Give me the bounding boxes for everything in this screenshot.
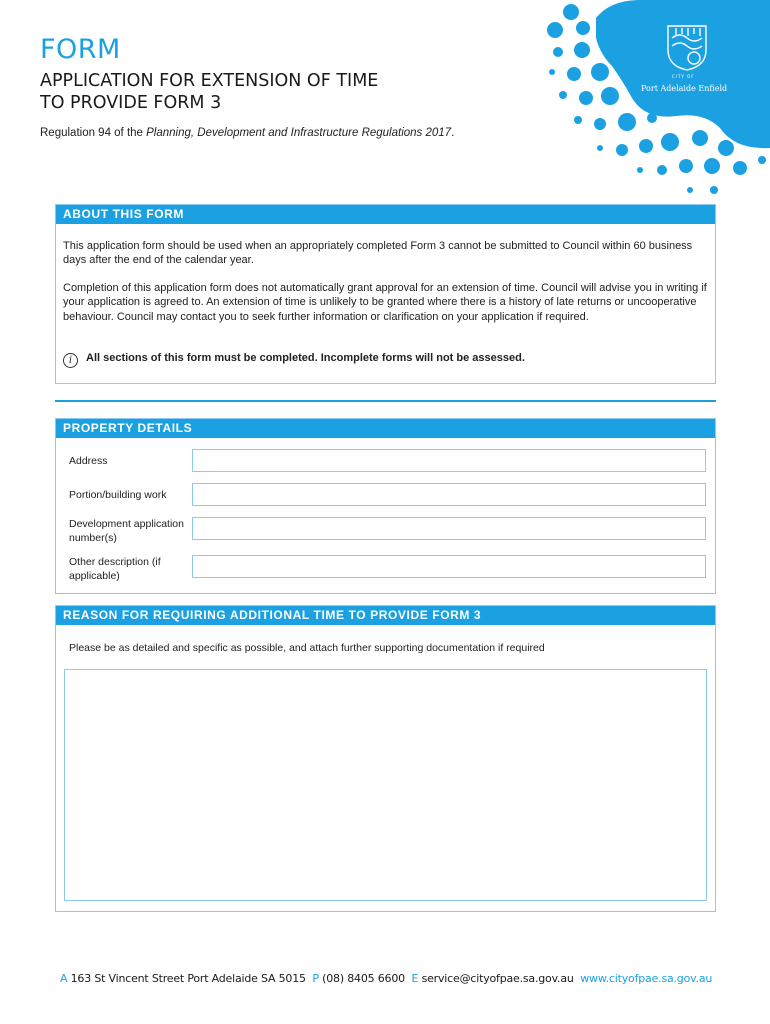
reason-instruction: Please be as detailed and specific as possible, and attach further supporting documentation if required: [69, 642, 545, 654]
title-line-2: TO PROVIDE FORM 3: [40, 93, 222, 113]
page-title: [40, 70, 520, 114]
portion-building-work-input[interactable]: [192, 483, 706, 506]
property-heading: PROPERTY DETAILS: [56, 419, 715, 438]
email-key: E: [411, 972, 419, 985]
reason-heading: REASON FOR REQUIRING ADDITIONAL TIME TO PROVIDE FORM 3: [56, 606, 715, 625]
other-description-label: Other description (if applicable): [69, 556, 161, 582]
reason-textarea[interactable]: [64, 669, 707, 901]
address-label: Address: [69, 455, 108, 467]
development-application-label: Development application number(s): [69, 518, 184, 544]
property-details-section: [55, 418, 716, 594]
about-section: [55, 204, 716, 384]
section-divider: [55, 400, 716, 402]
regulation-reference: [40, 126, 460, 141]
footer-phone: (08) 8405 6600: [322, 972, 405, 985]
footer-contact: [60, 972, 712, 985]
about-paragraph-1: This application form should be used when an appropriately completed Form 3 cannot be submitted to Council within 60 business days after the end of the calendar year.: [63, 240, 693, 267]
form-label: FORM: [40, 34, 121, 65]
regulation-prefix: Regulation 94 of the: [40, 127, 147, 139]
footer-address: 163 St Vincent Street Port Adelaide SA 5015: [70, 972, 306, 985]
footer-website[interactable]: www.cityofpae.sa.gov.au: [580, 972, 713, 985]
completion-note-text: All sections of this form must be completed. Incomplete forms will not be assessed.: [86, 352, 525, 364]
reason-section: [55, 605, 716, 912]
portion-building-work-label: Portion/building work: [69, 489, 167, 501]
footer-email[interactable]: service@cityofpae.sa.gov.au: [421, 972, 574, 985]
logo-small-text: CITY OF: [672, 74, 695, 79]
about-paragraph-2: Completion of this application form does not automatically grant approval for an extension of time. Council will advise you in writing if your application is agreed to. An extension of time is unlikely to be granted where there is a history of late returns or uncooperative behaviour. Council may contact you to seek further information or clarification on your application if required.: [63, 282, 707, 323]
logo-council-name: Port Adelaide Enfield: [641, 84, 728, 93]
address-key: A: [60, 972, 68, 985]
address-input[interactable]: [192, 449, 706, 472]
phone-key: P: [312, 972, 319, 985]
title-line-1: APPLICATION FOR EXTENSION OF TIME: [40, 71, 379, 91]
other-description-input[interactable]: [192, 555, 706, 578]
completion-note: [63, 351, 708, 368]
info-icon: i: [63, 353, 78, 368]
development-application-input[interactable]: [192, 517, 706, 540]
regulation-name: Planning, Development and Infrastructure Regulations 2017: [146, 127, 452, 139]
council-crest-icon: [664, 20, 710, 72]
about-heading: ABOUT THIS FORM: [56, 205, 715, 224]
regulation-suffix: .: [451, 127, 455, 139]
